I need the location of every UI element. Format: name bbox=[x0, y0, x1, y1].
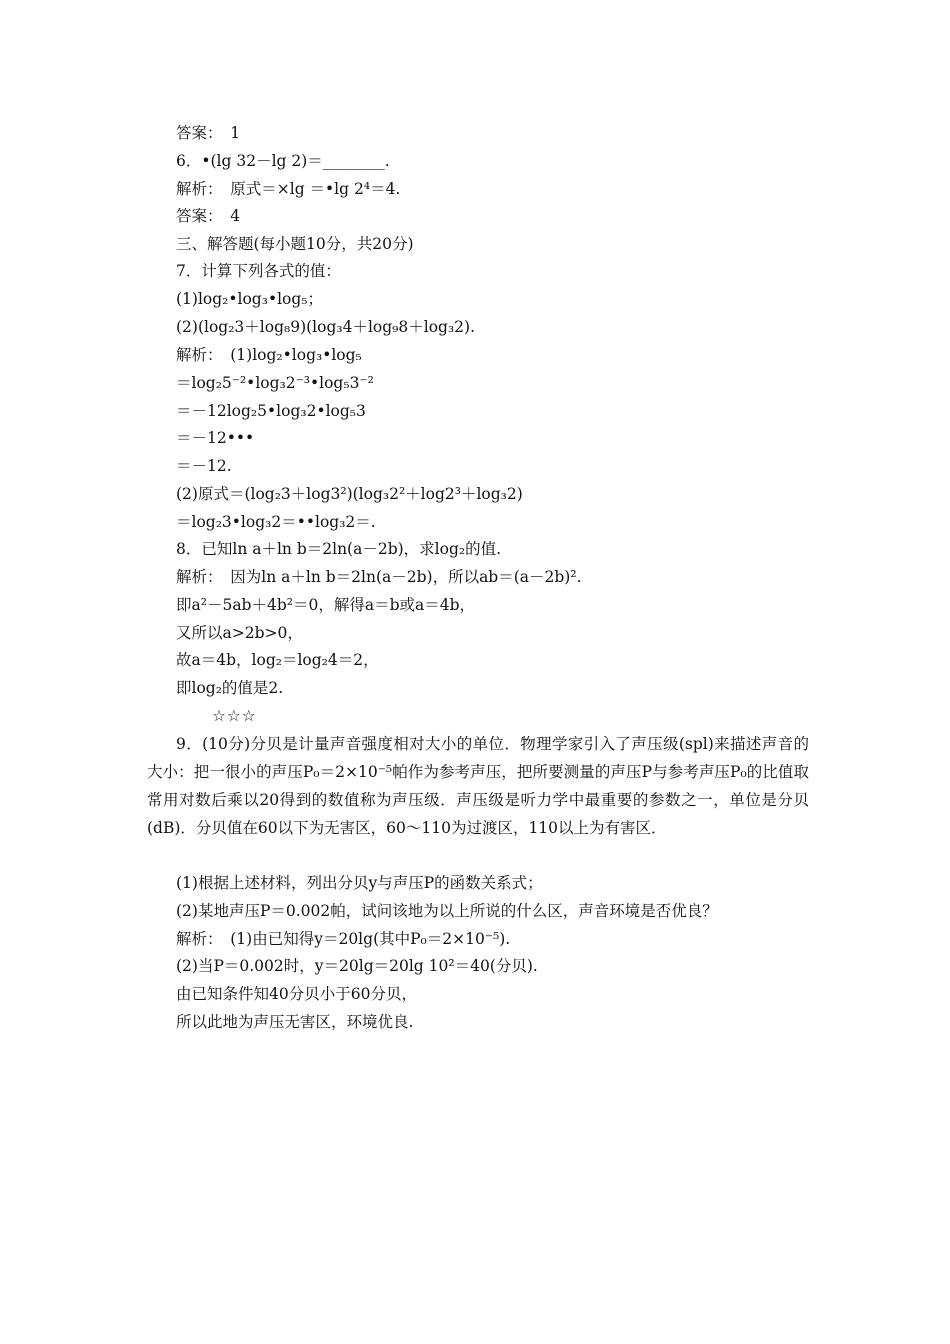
solution-8-line: 即a²－5ab＋4b²＝0，解得a＝b或a＝4b， bbox=[176, 596, 476, 614]
solution-7-line: 解析： (1)log₂•log₃•log₅ bbox=[176, 346, 362, 364]
question-9-part-1: (1)根据上述材料，列出分贝y与声压P的函数关系式； bbox=[176, 874, 543, 892]
section-heading: 三、解答题(每小题10分，共20分) bbox=[176, 235, 414, 253]
solution-9-line: 解析： (1)由已知得y＝20lg(其中P₀＝2×10⁻⁵). bbox=[176, 930, 511, 948]
solution-8-line: 故a＝4b，log₂＝log₂4＝2， bbox=[176, 651, 379, 669]
question-9-part-2: (2)某地声压P＝0.002帕，试问该地为以上所说的什么区，声音环境是否优良？ bbox=[176, 902, 718, 920]
solution-7-line: ＝－12log₂5•log₃2•log₅3 bbox=[176, 402, 366, 420]
solution-6: 解析： 原式＝×lg ＝•lg 2⁴＝4. bbox=[176, 180, 401, 198]
question-9: 9．(10分)分贝是计量声音强度相对大小的单位．物理学家引入了声压级(spl)来描述声音的大小：把一很小的声压P₀＝2×10⁻⁵帕作为参考声压，把所要测量的声压P与参考声压P₀的比值取常用对数后乘以20得到的数值称为声压级．声压级是听力学中最重要的参数之一，单位是分贝(dB)．分贝值在60以下为无害区，60～110为过渡区，110以上为有害区． bbox=[147, 735, 809, 837]
solution-7-line: ＝log₂3•log₃2＝••log₃2＝. bbox=[176, 513, 376, 531]
answer-6: 答案： 4 bbox=[176, 207, 241, 225]
solution-7-line: (2)原式＝(log₂3＋log3²)(log₃2²＋log2³＋log₃2) bbox=[176, 485, 523, 503]
solution-8-line: 即log₂的值是2. bbox=[176, 679, 284, 697]
question-6: 6．•(lg 32－lg 2)＝________. bbox=[176, 152, 390, 170]
difficulty-stars: ☆☆☆ bbox=[212, 707, 257, 725]
solution-8-line: 解析： 因为ln a＋ln b＝2ln(a－2b)，所以ab＝(a－2b)². bbox=[176, 568, 582, 586]
solution-8-line: 又所以a>2b>0， bbox=[176, 624, 303, 642]
question-7-part-2: (2)(log₂3＋log₈9)(log₃4＋log₉8＋log₃2). bbox=[176, 318, 476, 336]
solution-9-line: (2)当P＝0.002时，y＝20lg＝20lg 10²＝40(分贝). bbox=[176, 957, 538, 975]
question-7: 7．计算下列各式的值： bbox=[176, 262, 341, 280]
solution-9-line: 由已知条件知40分贝小于60分贝， bbox=[176, 985, 417, 1003]
solution-7-line: ＝－12••• bbox=[176, 429, 255, 447]
solution-7-line: ＝－12. bbox=[176, 457, 232, 475]
question-8: 8．已知ln a＋ln b＝2ln(a－2b)，求log₂的值. bbox=[176, 540, 502, 558]
answer-5: 答案： 1 bbox=[176, 124, 241, 142]
question-7-part-1: (1)log₂•log₃•log₅； bbox=[176, 290, 324, 308]
solution-9-line: 所以此地为声压无害区，环境优良. bbox=[176, 1013, 414, 1031]
solution-7-line: ＝log₂5⁻²•log₃2⁻³•log₅3⁻² bbox=[176, 374, 374, 392]
